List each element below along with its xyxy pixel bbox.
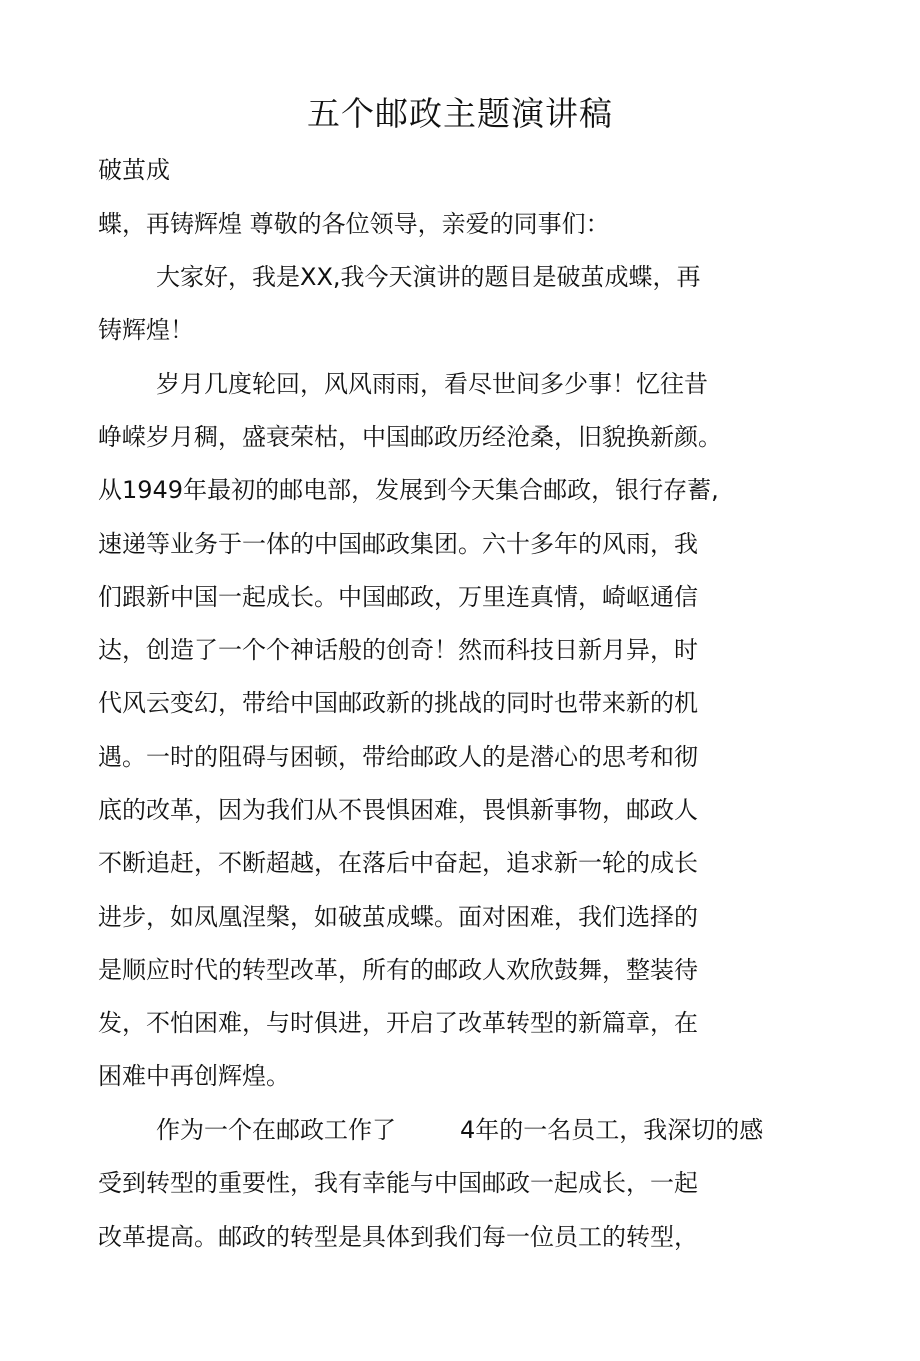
text-line: 是顺应时代的转型改革，所有的邮政人欢欣鼓舞，整装待 — [98, 956, 698, 984]
text-line: 破茧成 — [98, 156, 170, 184]
text-line: 们跟新中国一起成长。中国邮政，万里连真情，崎岖通信 — [98, 583, 698, 611]
text-line: 岁月几度轮回，风风雨雨，看尽世间多少事！忆往昔 — [156, 370, 708, 398]
text-line: 底的改革，因为我们从不畏惧困难，畏惧新事物，邮政人 — [98, 796, 698, 824]
text-fragment: 4年的一名员工，我深切的感 — [460, 1116, 764, 1144]
text-line — [156, 1113, 763, 1147]
text-line: 改革提高。邮政的转型是具体到我们每一位员工的转型， — [98, 1223, 698, 1251]
text-line: 进步，如凤凰涅槃，如破茧成蝶。面对困难，我们选择的 — [98, 903, 698, 931]
text-line: 代风云变幻，带给中国邮政新的挑战的同时也带来新的机 — [98, 689, 698, 717]
text-line: 达，创造了一个个神话般的创奇！然而科技日新月异，时 — [98, 636, 698, 664]
text-line: 速递等业务于一体的中国邮政集团。六十多年的风雨，我 — [98, 530, 698, 558]
text-line: 发，不怕困难，与时俱进，开启了改革转型的新篇章，在 — [98, 1009, 698, 1037]
text-fragment: 作为一个在邮政工作了 — [156, 1116, 396, 1144]
text-line: 受到转型的重要性，我有幸能与中国邮政一起成长，一起 — [98, 1169, 698, 1197]
text-line: 蝶，再铸辉煌 尊敬的各位领导，亲爱的同事们： — [98, 210, 610, 238]
text-line: 铸辉煌！ — [98, 316, 194, 344]
text-line: 从1949年最初的邮电部，发展到今天集合邮政，银行存蓄, — [98, 476, 719, 504]
text-line: 峥嵘岁月稠，盛衰荣枯，中国邮政历经沧桑，旧貌换新颜。 — [98, 423, 722, 451]
text-line: 大家好，我是XX,我今天演讲的题目是破茧成蝶，再 — [156, 263, 701, 291]
text-line: 遇。一时的阻碍与困顿，带给邮政人的是潜心的思考和彻 — [98, 743, 698, 771]
text-line: 不断追赶，不断超越，在落后中奋起，追求新一轮的成长 — [98, 849, 698, 877]
text-line: 困难中再创辉煌。 — [98, 1062, 290, 1090]
document-title: 五个邮政主题演讲稿 — [307, 94, 613, 133]
